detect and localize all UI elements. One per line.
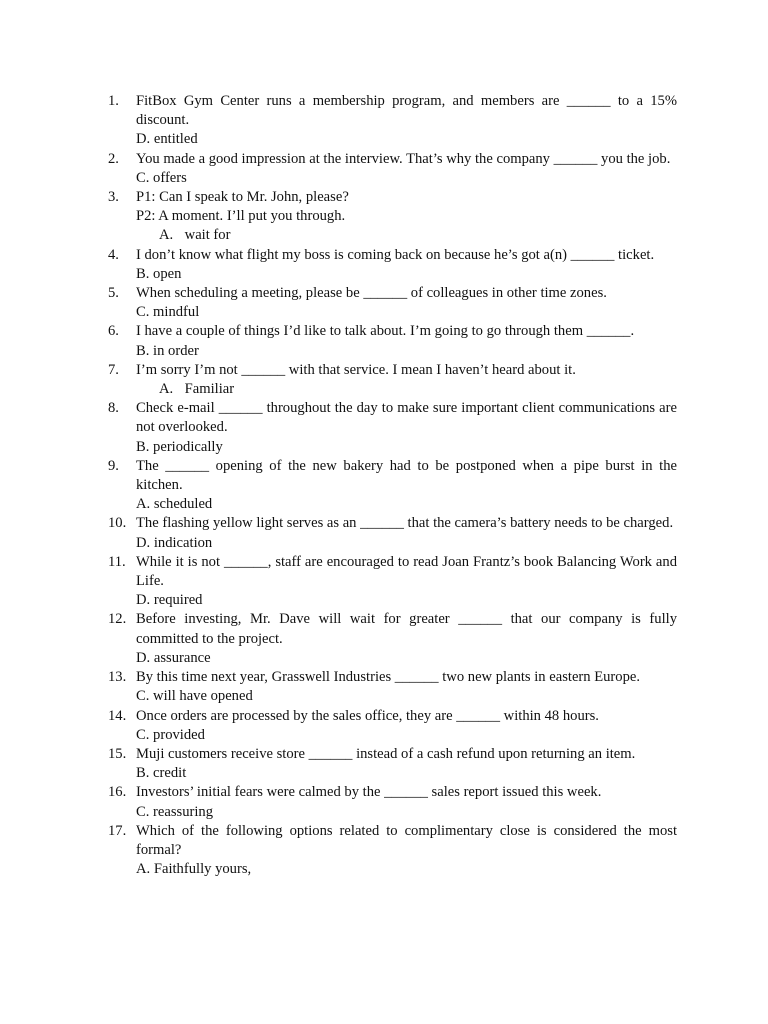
question-text: Which of the following options related to complimentary close is considered the most formal? [136, 822, 677, 858]
answer-text: mindful [153, 304, 200, 321]
answer-text: provided [153, 726, 205, 743]
answer-line [136, 169, 677, 188]
answer-line [136, 591, 677, 610]
question-list [108, 92, 677, 879]
answer-text: open [153, 265, 182, 282]
answer-letter: D. [136, 592, 151, 609]
question-item [108, 399, 677, 457]
question-text: Muji customers receive store ______ instead of a cash refund upon returning an item. [136, 745, 636, 762]
question-text: P1: Can I speak to Mr. John, please? [136, 189, 349, 206]
question-number: 7. [108, 361, 119, 378]
answer-letter: A. [159, 381, 174, 398]
question-number: 12. [108, 611, 127, 628]
question-text: P2: A moment. I’ll put you through. [136, 208, 346, 225]
question-item [108, 822, 677, 880]
question-text: I have a couple of things I’d like to talk about. I’m going to go through them ______. [136, 323, 635, 340]
answer-text: assurance [153, 649, 211, 666]
question-number: 11. [108, 553, 126, 570]
answer-text: entitled [153, 131, 198, 148]
answer-line [136, 342, 677, 361]
answer-line [136, 495, 677, 514]
question-number: 13. [108, 669, 127, 686]
question-item [108, 284, 677, 322]
question-item [108, 150, 677, 188]
answer-line [136, 649, 677, 668]
question-item [108, 610, 677, 668]
question-item [108, 514, 677, 552]
question-text: I’m sorry I’m not ______ with that service. I mean I haven’t heard about it. [136, 361, 576, 378]
answer-letter: A. [159, 227, 174, 244]
answer-letter: A. [136, 861, 151, 878]
question-text: Check e-mail ______ throughout the day to make sure important client communications are not overlooked. [136, 400, 677, 436]
answer-text: in order [153, 342, 199, 359]
answer-text: Familiar [184, 381, 235, 398]
question-number: 14. [108, 707, 127, 724]
answer-text: indication [153, 534, 213, 551]
answer-letter: B. [136, 438, 150, 455]
question-item [108, 188, 677, 246]
answer-letter: C. [136, 803, 150, 820]
answer-line [136, 438, 677, 457]
answer-line [136, 265, 677, 284]
answer-text: periodically [153, 438, 223, 455]
question-number: 2. [108, 150, 119, 167]
answer-text: credit [153, 765, 187, 782]
question-item [108, 457, 677, 515]
question-number: 8. [108, 400, 119, 417]
answer-letter: C. [136, 688, 150, 705]
answer-line [136, 803, 677, 822]
question-number: 15. [108, 745, 127, 762]
question-text: You made a good impression at the interview. That’s why the company ______ you the job. [136, 150, 671, 167]
answer-text: reassuring [153, 803, 214, 820]
answer-line [136, 303, 677, 322]
question-item [108, 668, 677, 706]
answer-line [136, 380, 677, 399]
question-number: 1. [108, 93, 119, 109]
answer-text: scheduled [153, 496, 213, 513]
answer-text: wait for [184, 227, 231, 244]
question-item [108, 246, 677, 284]
question-number: 10. [108, 515, 127, 532]
question-item [108, 707, 677, 745]
answer-letter: B. [136, 765, 150, 782]
answer-letter: C. [136, 304, 150, 321]
answer-line [136, 534, 677, 553]
question-text: When scheduling a meeting, please be ______ of colleagues in other time zones. [136, 285, 607, 302]
question-text: Once orders are processed by the sales office, they are ______ within 48 hours. [136, 707, 599, 724]
answer-letter: D. [136, 534, 151, 551]
question-number: 6. [108, 323, 119, 340]
answer-line [136, 726, 677, 745]
question-item [108, 92, 677, 150]
question-text: By this time next year, Grasswell Industries ______ two new plants in eastern Europe. [136, 669, 641, 686]
answer-text: required [153, 592, 203, 609]
answer-letter: B. [136, 265, 150, 282]
question-item [108, 745, 677, 783]
question-item [108, 553, 677, 611]
question-text: Investors’ initial fears were calmed by the ______ sales report issued this week. [136, 784, 602, 801]
question-number: 17. [108, 822, 127, 839]
question-number: 3. [108, 189, 119, 206]
question-item [108, 783, 677, 821]
answer-letter: A. [136, 496, 151, 513]
question-text: The ______ opening of the new bakery had to be postponed when a pipe burst in the kitchen. [136, 457, 677, 494]
question-number: 5. [108, 285, 119, 302]
answer-letter: B. [136, 342, 150, 359]
answer-text: Faithfully yours, [153, 861, 252, 878]
question-text: Before investing, Mr. Dave will wait for greater ______ that our company is fully committed to the project. [136, 611, 677, 647]
answer-letter: D. [136, 131, 151, 148]
answer-letter: C. [136, 169, 150, 186]
question-number: 9. [108, 457, 119, 474]
answer-line [136, 860, 677, 879]
question-text: FitBox Gym Center runs a membership program, and members are ______ to a 15% discount. [136, 93, 677, 129]
answer-line [136, 226, 677, 245]
answer-line [136, 130, 677, 149]
question-text: The flashing yellow light serves as an ______ that the camera’s battery needs to be charged. [136, 515, 674, 532]
answer-letter: C. [136, 726, 150, 743]
question-text: While it is not ______, staff are encouraged to read Joan Frantz’s book Balancing Work and Life. [136, 553, 677, 590]
answer-letter: D. [136, 649, 151, 666]
question-item [108, 361, 677, 399]
question-text: I don’t know what flight my boss is coming back on because he’s got a(n) ______ ticket. [136, 246, 655, 263]
answer-line [136, 687, 677, 706]
question-item [108, 322, 677, 360]
question-number: 4. [108, 246, 119, 263]
answer-line [136, 764, 677, 783]
question-number: 16. [108, 784, 127, 801]
answer-text: will have opened [153, 688, 253, 705]
answer-text: offers [153, 169, 187, 186]
